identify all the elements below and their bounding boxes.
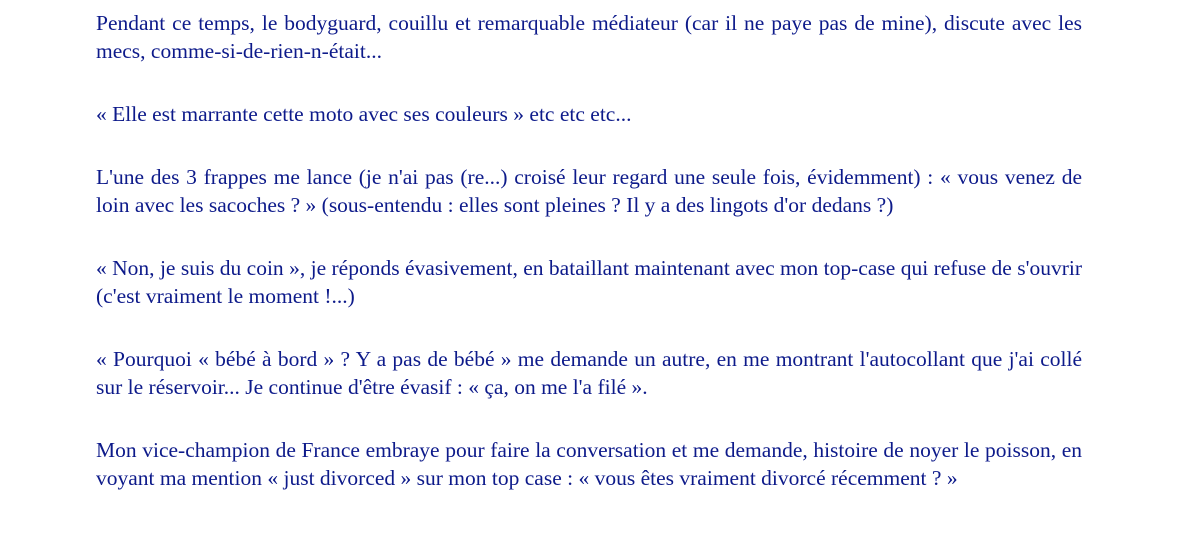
paragraph-gap (96, 219, 1082, 254)
paragraph-moto-couleurs: « Elle est marrante cette moto avec ses couleurs » etc etc etc... (96, 102, 632, 126)
paragraph-gap (96, 128, 1082, 163)
paragraph-du-coin: « Non, je suis du coin », je réponds évasivement, en bataillant maintenant avec mon top-case qui refuse de s'ouvrir (c'est vraiment le moment !...) (96, 256, 1082, 308)
paragraph-sacoches: L'une des 3 frappes me lance (je n'ai pas (re...) croisé leur regard une seule fois, évidemment) : « vous venez de loin avec les sacoches ? » (sous-entendu : elles sont pleines ? Il y a des lingots d'or dedans ?) (96, 165, 1082, 217)
document-body (96, 9, 1082, 492)
paragraph-gap (96, 65, 1082, 100)
paragraph-gap (96, 310, 1082, 345)
paragraph-bebe-a-bord: « Pourquoi « bébé à bord » ? Y a pas de bébé » me demande un autre, en me montrant l'autocollant que j'ai collé sur le réservoir... Je continue d'être évasif : « ça, on me l'a filé ». (96, 347, 1082, 399)
paragraph-just-divorced: Mon vice-champion de France embraye pour faire la conversation et me demande, histoire de noyer le poisson, en voyant ma mention « just divorced » sur mon top case : « vous êtes vraiment divorcé récemment ? » (96, 438, 1082, 490)
paragraph-bodyguard: Pendant ce temps, le bodyguard, couillu et remarquable médiateur (car il ne paye pas de mine), discute avec les mecs, comme-si-de-rien-n-était... (96, 11, 1082, 63)
paragraph-gap (96, 401, 1082, 436)
